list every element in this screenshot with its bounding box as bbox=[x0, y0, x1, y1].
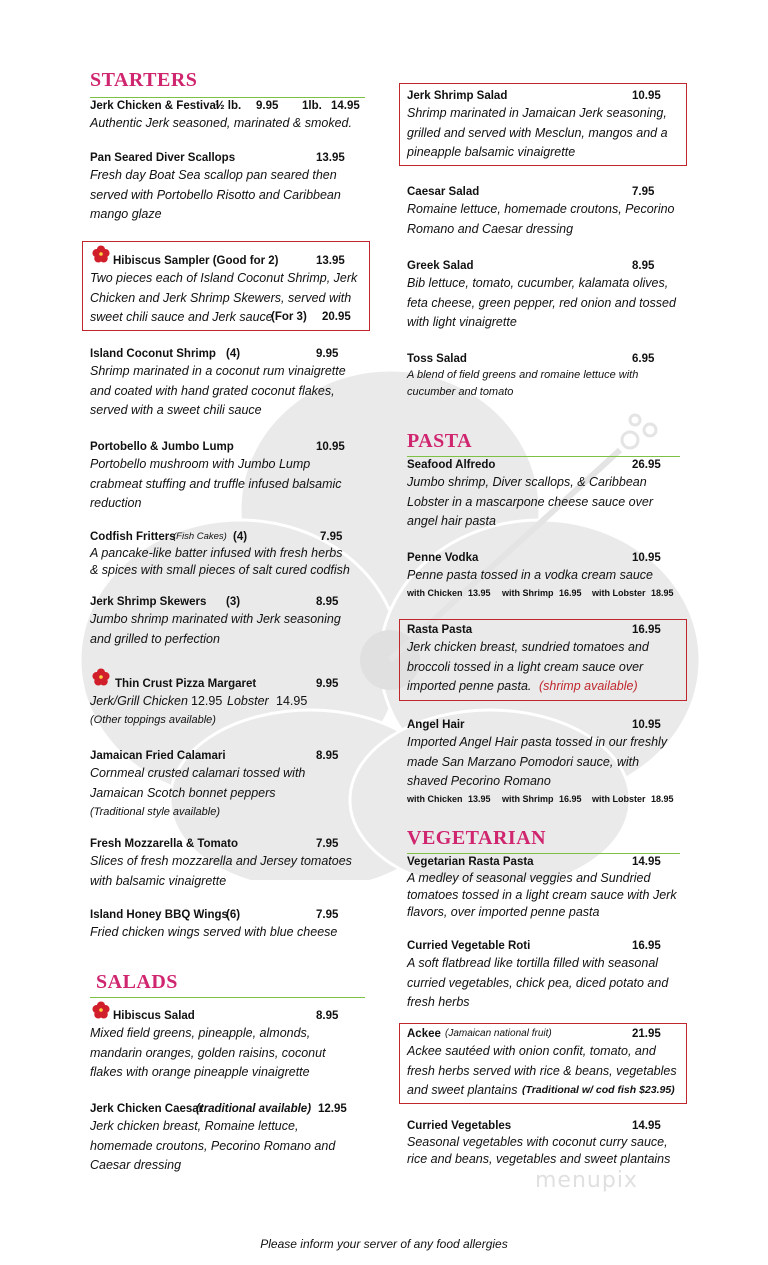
extra-price: 16.95 bbox=[559, 587, 582, 598]
menu-item-jerk-chicken bbox=[90, 98, 365, 134]
extra-price: 18.95 bbox=[651, 793, 674, 804]
item-description-line bbox=[407, 1081, 682, 1101]
salads-rule bbox=[90, 997, 365, 998]
item-description: Jumbo shrimp marinated with Jerk seasoning bbox=[90, 612, 341, 626]
item-description: fresh herbs bbox=[407, 995, 470, 1009]
item-name: Fresh Mozzarella & Tomato bbox=[90, 838, 239, 850]
item-name: Thin Crust Pizza Margaret bbox=[115, 678, 257, 690]
menu-item-sampler bbox=[90, 253, 365, 328]
vegetarian-heading: VEGETARIAN bbox=[407, 827, 547, 849]
item-description: Shrimp marinated in Jamaican Jerk seasoning, bbox=[407, 106, 667, 120]
menu-item-greek-salad bbox=[407, 258, 677, 333]
item-size: (For 3) bbox=[271, 311, 307, 323]
item-description: A soft flatbread like tortilla filled with seasonal bbox=[407, 956, 659, 970]
item-description: reduction bbox=[90, 496, 142, 510]
item-description: Jerk chicken breast, Romaine lettuce, bbox=[90, 1119, 299, 1133]
item-description-line bbox=[90, 308, 365, 328]
item-description: Romano and Caesar dressing bbox=[407, 221, 574, 236]
item-name: Angel Hair bbox=[407, 719, 465, 731]
extra-name: with Shrimp bbox=[502, 793, 554, 804]
menu-item-codfish bbox=[90, 529, 365, 579]
item-note: (traditional available) bbox=[196, 1103, 312, 1115]
item-price: 10.95 bbox=[316, 441, 345, 453]
item-price: 12.95 bbox=[318, 1103, 347, 1115]
extra-price: 18.95 bbox=[651, 587, 674, 598]
item-description: Ackee sautéed with onion confit, tomato, and bbox=[407, 1044, 656, 1058]
item-name: Jerk Shrimp Salad bbox=[407, 90, 508, 102]
item-description: served with a sweet chili sauce bbox=[90, 403, 262, 417]
item-name: Ackee bbox=[407, 1028, 441, 1040]
menu-item-curried-vegetables bbox=[407, 1118, 682, 1168]
menu-item-calamari bbox=[90, 748, 365, 821]
item-description: feta cheese, green pepper, red onion and tossed bbox=[407, 295, 676, 310]
item-description: Portobello mushroom with Jumbo Lump bbox=[90, 457, 311, 471]
item-price: 6.95 bbox=[632, 353, 655, 365]
item-description: flavors, over imported penne pasta bbox=[407, 905, 600, 919]
item-name: Penne Vodka bbox=[407, 552, 479, 564]
item-price: 9.95 bbox=[316, 678, 339, 690]
item-description: Fresh day Boat Sea scallop pan seared then bbox=[90, 168, 337, 182]
item-name: Toss Salad bbox=[407, 353, 467, 365]
item-name: Curried Vegetables bbox=[407, 1120, 512, 1132]
item-note: (Fish Cakes) bbox=[173, 531, 227, 542]
item-description: grilled and served with Mesclun, mangos and a bbox=[407, 125, 668, 140]
extra-price: 13.95 bbox=[468, 793, 491, 804]
item-note: (Other toppings available) bbox=[90, 714, 216, 726]
item-name: Jerk Chicken Caesar bbox=[90, 1103, 204, 1115]
item-description: rice and beans, vegetables and sweet plantains bbox=[407, 1152, 671, 1166]
variant-price: 12.95 bbox=[191, 694, 223, 708]
menu-item-vegetable-roti bbox=[407, 938, 682, 1013]
menu-item-ackee bbox=[407, 1026, 682, 1101]
item-description: Fried chicken wings served with blue cheese bbox=[90, 925, 338, 939]
item-description: Shrimp marinated in a coconut rum vinaigrette bbox=[90, 364, 346, 378]
item-price: 8.95 bbox=[316, 596, 339, 608]
item-size: 1lb. bbox=[302, 100, 322, 112]
extra-price: 16.95 bbox=[559, 793, 582, 804]
item-description: Two pieces each of Island Coconut Shrimp, Jerk bbox=[90, 271, 358, 285]
item-size: ½ lb. bbox=[215, 100, 242, 112]
menu-item-mozzarella bbox=[90, 836, 365, 891]
menu-item-seafood-alfredo bbox=[407, 457, 677, 532]
item-description: mandarin oranges, golden raisins, coconut bbox=[90, 1045, 326, 1060]
item-description: Cornmeal crusted calamari tossed with bbox=[90, 766, 306, 780]
item-note: (Jamaican national fruit) bbox=[445, 1028, 552, 1039]
item-name: Portobello & Jumbo Lump bbox=[90, 441, 234, 453]
item-description: with balsamic vinaigrette bbox=[90, 873, 227, 888]
menu-item-portobello bbox=[90, 439, 365, 514]
menu-item-jerk-caesar bbox=[90, 1101, 365, 1176]
pasta-heading: PASTA bbox=[407, 430, 473, 452]
extra-name: with Chicken bbox=[407, 587, 463, 598]
item-price: 16.95 bbox=[632, 624, 661, 636]
item-price: 10.95 bbox=[632, 90, 661, 102]
item-description: A pancake-like batter infused with fresh herbs bbox=[90, 546, 343, 560]
item-name: Greek Salad bbox=[407, 260, 474, 272]
item-description: shaved Pecorino Romano bbox=[407, 774, 551, 788]
item-price: 7.95 bbox=[316, 909, 339, 921]
item-price: 8.95 bbox=[632, 260, 655, 272]
item-description: and grilled to perfection bbox=[90, 631, 220, 646]
item-description: Seasonal vegetables with coconut curry sauce, bbox=[407, 1135, 668, 1149]
item-note: (shrimp available) bbox=[539, 679, 638, 693]
menu-item-hibiscus-salad bbox=[90, 1008, 365, 1083]
item-price: 20.95 bbox=[322, 311, 351, 323]
item-description: Jamaican Scotch bonnet peppers bbox=[90, 785, 276, 800]
item-price: 10.95 bbox=[632, 719, 661, 731]
variant-name: Jerk/Grill Chicken bbox=[90, 694, 188, 708]
item-description: Mixed field greens, pineapple, almonds, bbox=[90, 1026, 311, 1040]
item-description: fresh herbs served with rice & beans, vegetables bbox=[407, 1063, 677, 1078]
item-description-line bbox=[407, 677, 677, 697]
item-description: Slices of fresh mozzarella and Jersey tomatoes bbox=[90, 854, 352, 868]
menu-item-skewers bbox=[90, 594, 365, 649]
item-price: 14.95 bbox=[632, 1120, 661, 1132]
item-description: served with Portobello Risotto and Caribbean bbox=[90, 187, 341, 202]
item-name: Caesar Salad bbox=[407, 186, 480, 198]
menu-item-pizza bbox=[90, 676, 365, 729]
item-description: Authentic Jerk seasoned, marinated & smoked. bbox=[90, 116, 352, 130]
extra-price: 13.95 bbox=[468, 587, 491, 598]
item-qty: (6) bbox=[226, 909, 241, 921]
item-description: Lobster in a mascarpone cheese sauce over bbox=[407, 494, 653, 509]
item-description: Penne pasta tossed in a vodka cream sauce bbox=[407, 568, 653, 582]
item-price: 8.95 bbox=[316, 1010, 339, 1022]
menu-item-coconut-shrimp bbox=[90, 346, 365, 421]
item-description: Jumbo shrimp, Diver scallops, & Caribbean bbox=[407, 475, 647, 489]
item-name: Island Coconut Shrimp bbox=[90, 348, 216, 360]
item-price: 8.95 bbox=[316, 750, 339, 762]
menu-item-vegetarian-rasta bbox=[407, 854, 682, 921]
item-extras bbox=[407, 586, 677, 600]
item-price: 7.95 bbox=[632, 186, 655, 198]
item-price: 26.95 bbox=[632, 459, 661, 471]
item-description: broccoli tossed in a light cream sauce over bbox=[407, 659, 644, 674]
menu-item-rasta-pasta bbox=[407, 622, 677, 697]
item-name: Hibiscus Salad bbox=[113, 1010, 195, 1022]
item-description: and coated with hand grated coconut flakes, bbox=[90, 383, 335, 398]
item-name: Rasta Pasta bbox=[407, 624, 473, 636]
variant-price: 14.95 bbox=[276, 694, 308, 708]
item-price: 10.95 bbox=[632, 552, 661, 564]
salads-heading: SALADS bbox=[96, 971, 178, 993]
menu-item-scallops bbox=[90, 150, 365, 225]
item-name: Vegetarian Rasta Pasta bbox=[407, 856, 534, 868]
item-description: Bib lettuce, tomato, cucumber, kalamata olives, bbox=[407, 276, 669, 290]
item-price: 7.95 bbox=[320, 531, 343, 543]
item-name: Island Honey BBQ Wings bbox=[90, 909, 228, 921]
menu-item-caesar-salad bbox=[407, 184, 677, 239]
menu-item-penne-vodka bbox=[407, 550, 677, 600]
item-description: tomatoes tossed in a light cream sauce with Jerk bbox=[407, 888, 677, 902]
menu-item-toss-salad bbox=[407, 351, 677, 401]
watermark: menupix bbox=[535, 1168, 638, 1193]
item-qty: (4) bbox=[233, 531, 248, 543]
item-description: Imported Angel Hair pasta tossed in our freshly bbox=[407, 735, 668, 749]
item-price: 13.95 bbox=[316, 255, 345, 267]
item-description: angel hair pasta bbox=[407, 514, 496, 528]
item-price: 14.95 bbox=[632, 856, 661, 868]
item-name: Pan Seared Diver Scallops bbox=[90, 152, 236, 164]
item-name: Curried Vegetable Roti bbox=[407, 940, 531, 952]
item-description: made San Marzano Pomodori sauce, with bbox=[407, 754, 640, 769]
item-description: pineapple balsamic vinaigrette bbox=[407, 145, 576, 159]
item-name: Hibiscus Sampler (Good for 2) bbox=[113, 255, 279, 267]
item-description: curried vegetables, chick pea, diced potato and bbox=[407, 975, 669, 990]
item-extras bbox=[407, 792, 677, 806]
item-name: Jerk Chicken & Festival bbox=[90, 100, 220, 112]
item-description: & spices with small pieces of salt cured codfish bbox=[90, 563, 350, 577]
item-variants bbox=[90, 692, 365, 711]
item-note: (Traditional w/ cod fish $23.95) bbox=[522, 1084, 675, 1096]
extra-name: with Lobster bbox=[592, 587, 646, 598]
item-price: 14.95 bbox=[331, 100, 360, 112]
item-description: imported penne pasta. bbox=[407, 679, 532, 693]
item-price: 7.95 bbox=[316, 838, 339, 850]
item-qty: (3) bbox=[226, 596, 241, 608]
item-name: Jerk Shrimp Skewers bbox=[90, 596, 207, 608]
item-description: flakes with orange pineapple vinaigrette bbox=[90, 1065, 310, 1079]
menu-item-angel-hair bbox=[407, 717, 677, 806]
variant-name: Lobster bbox=[227, 694, 269, 708]
item-description: mango glaze bbox=[90, 207, 162, 221]
extra-name: with Chicken bbox=[407, 793, 463, 804]
item-description: with light vinaigrette bbox=[407, 315, 517, 329]
starters-heading: STARTERS bbox=[90, 69, 198, 91]
item-description: Jerk chicken breast, sundried tomatoes and bbox=[407, 640, 649, 654]
item-name: Codfish Fritters bbox=[90, 531, 176, 543]
item-qty: (4) bbox=[226, 348, 241, 360]
item-description: Caesar dressing bbox=[90, 1158, 182, 1172]
extra-name: with Lobster bbox=[592, 793, 646, 804]
allergy-notice: Please inform your server of any food allergies bbox=[260, 1237, 508, 1251]
menu-item-jerk-shrimp-salad bbox=[407, 88, 677, 163]
item-description: crabmeat stuffing and truffle infused balsamic bbox=[90, 476, 342, 491]
item-price: 16.95 bbox=[632, 940, 661, 952]
item-price: 9.95 bbox=[256, 100, 279, 112]
menu-item-wings bbox=[90, 907, 365, 943]
item-price: 21.95 bbox=[632, 1028, 661, 1040]
item-description: A blend of field greens and romaine lettuce with bbox=[407, 369, 639, 381]
item-note: (Traditional style available) bbox=[90, 806, 221, 818]
item-description: A medley of seasonal veggies and Sundried bbox=[407, 871, 651, 885]
item-name: Jamaican Fried Calamari bbox=[90, 750, 226, 762]
item-description: and sweet plantains bbox=[407, 1083, 518, 1097]
item-description: cucumber and tomato bbox=[407, 386, 514, 398]
extra-name: with Shrimp bbox=[502, 587, 554, 598]
item-description: Romaine lettuce, homemade croutons, Pecorino bbox=[407, 202, 675, 216]
item-description: Chicken and Jerk Shrimp Skewers, served with bbox=[90, 290, 352, 305]
item-price: 9.95 bbox=[316, 348, 339, 360]
item-description: sweet chili sauce and Jerk sauce bbox=[90, 310, 273, 324]
item-price: 13.95 bbox=[316, 152, 345, 164]
item-description: homemade croutons, Pecorino Romano and bbox=[90, 1138, 336, 1153]
item-name: Seafood Alfredo bbox=[407, 459, 496, 471]
